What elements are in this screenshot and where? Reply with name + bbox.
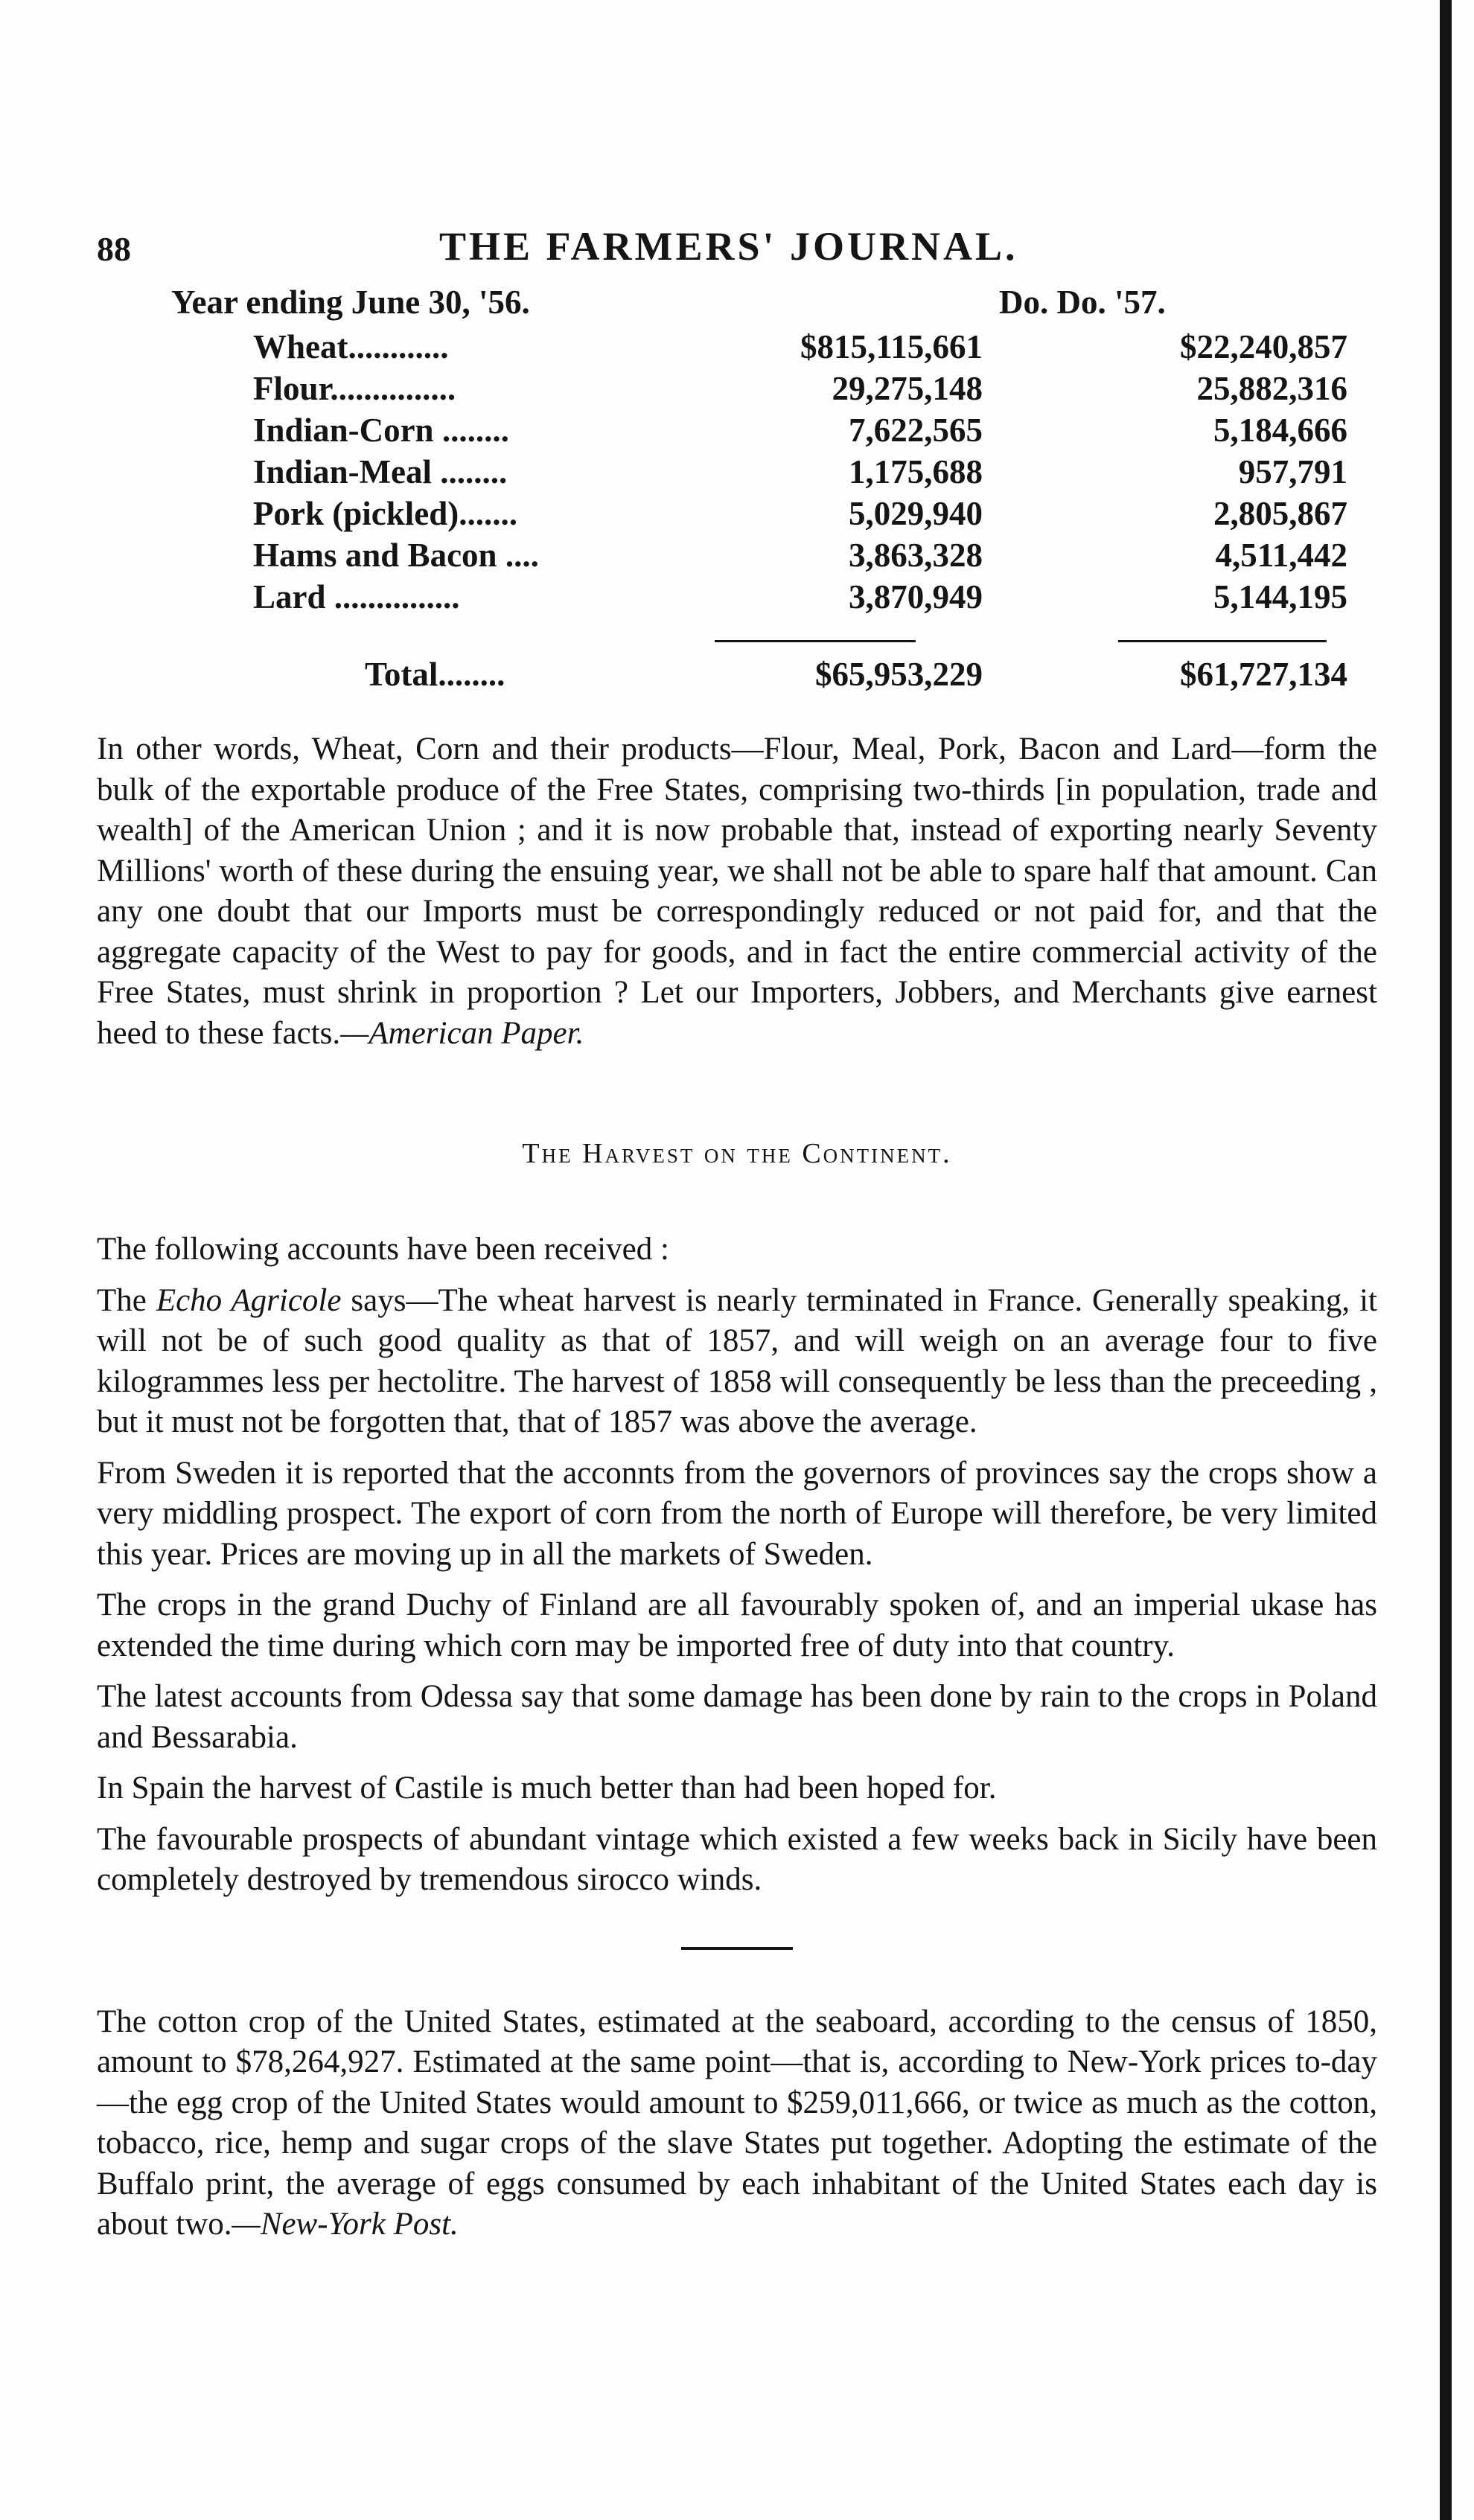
value-1857: 5,184,666: [1213, 412, 1347, 449]
harvest-article: [97, 1229, 1377, 1901]
value-1857: 5,144,195: [1213, 578, 1347, 615]
total-label: Total........: [365, 656, 505, 693]
page-edge-rule: [1440, 0, 1452, 2520]
row-label: Lard ...............: [253, 578, 460, 615]
paragraph-sicily: The favourable prospects of abundant vintage which existed a few weeks back in Sicily have been completely destroyed by tremendous sirocco winds.: [97, 1821, 1377, 1897]
source-citation: —New-York Post.: [232, 2207, 459, 2242]
table-row: [253, 536, 1355, 578]
table-row: [253, 411, 1355, 452]
table-row: [253, 452, 1355, 494]
paragraph-france: [97, 1281, 1377, 1443]
value-1856: 29,275,148: [832, 370, 983, 407]
table-row: [253, 494, 1355, 536]
paragraph-finland: The crops in the grand Duchy of Finland are all favourably spoken of, and an imperial ukase has extended the time during which corn may be imported free of duty into that country.: [97, 1587, 1377, 1663]
column-header-1857: Do. Do. '57.: [999, 284, 1166, 321]
paragraph-sweden: From Sweden it is reported that the acconnts from the governors of provinces say the crops show a very middling prospect. The export of corn from the north of Europe will therefore, be very limited this year. Prices are moving up in all the markets of Sweden.: [97, 1455, 1377, 1572]
value-1857: 25,882,316: [1196, 370, 1347, 407]
sum-rule-1856: [715, 640, 916, 642]
value-1857: 2,805,867: [1213, 495, 1347, 532]
value-1856: $815,115,661: [800, 328, 983, 365]
echo-text: says—The wheat harvest is nearly terminated in France. Generally speaking, it will not be of such good quality as that of 1857, and will weigh on an average four to five kilogrammes less per hectolitre. The harvest of 1858 will consequently be less than the preceeding , but it must not be forgotten that, that of 1857 was above the average.: [97, 1282, 1377, 1439]
value-1857: 4,511,442: [1215, 537, 1347, 574]
row-label: Wheat............: [253, 328, 449, 365]
value-1856: 1,175,688: [849, 453, 983, 490]
table-row: [253, 327, 1355, 369]
page-header: [97, 216, 1377, 283]
publication-name: Echo Agricole: [156, 1282, 342, 1318]
paragraph-cotton-eggs: [97, 2002, 1377, 2245]
cotton-text: The cotton crop of the United States, estimated at the seaboard, according to the census of 1850, amount to $78,264,927. Estimated at the same point—that is, according to New-York prices to-day—the egg crop of the United States would amount to $259,011,666, or twice as much as the cotton, tobacco, rice, hemp and sugar crops of the slave States put together. Adopting the estimate of the Buffalo print, the average of eggs consumed by each inhabitant of the United States each day is about two.: [97, 2003, 1377, 2242]
section-divider: [681, 1947, 793, 1950]
column-header-1856: Year ending June 30, '56.: [171, 284, 530, 321]
row-label: Hams and Bacon ....: [253, 537, 539, 574]
commentary-paragraph: [97, 729, 1377, 1054]
value-1857: 957,791: [1238, 453, 1347, 490]
table-row: [253, 369, 1355, 411]
total-1856: $65,953,229: [815, 656, 983, 693]
paragraph-spain: In Spain the harvest of Castile is much better than had been hoped for.: [97, 1771, 997, 1806]
value-1857: $22,240,857: [1180, 328, 1347, 365]
row-label: Indian-Meal ........: [253, 453, 508, 490]
running-head: THE FARMERS' JOURNAL.: [439, 224, 1018, 269]
row-label: Indian-Corn ........: [253, 412, 509, 449]
value-1856: 7,622,565: [849, 412, 983, 449]
value-1856: 3,863,328: [849, 537, 983, 574]
page-number: 88: [97, 230, 131, 268]
commentary-text: In other words, Wheat, Corn and their products—Flour, Meal, Pork, Bacon and Lard—form the bulk of the exportable produce of the Free States, comprising two-thirds [in population, trade and wealth] of the American Union ; and it is now probable that, instead of exporting nearly Seventy Millions' worth of these during the ensuing year, we shall not be able to spare half that amount. Can any one doubt that our Imports must be correspondingly reduced or not paid for, and that the aggregate capacity of the West to pay for goods, and in fact the entire commercial activity of the Free States, must shrink in proportion ? Let our Importers, Jobbers, and Merchants give earnest heed to these facts.: [97, 732, 1377, 1051]
table-row: [253, 578, 1355, 619]
source-citation: —American Paper.: [340, 1015, 584, 1051]
value-1856: 3,870,949: [849, 578, 983, 615]
journal-page: [97, 216, 1377, 2245]
paragraph-odessa: The latest accounts from Odessa say that some damage has been done by rain to the crops in Poland and Bessarabia.: [97, 1679, 1377, 1755]
sum-rule-1857: [1118, 640, 1327, 642]
echo-prefix: The: [97, 1282, 156, 1318]
row-label: Flour...............: [253, 370, 456, 407]
section-title: The Harvest on the Continent.: [522, 1138, 952, 1169]
lead-paragraph: The following accounts have been received :: [97, 1232, 669, 1267]
total-1857: $61,727,134: [1180, 656, 1347, 693]
row-label: Pork (pickled).......: [253, 495, 517, 532]
exports-table: [97, 283, 1377, 714]
value-1856: 5,029,940: [849, 495, 983, 532]
